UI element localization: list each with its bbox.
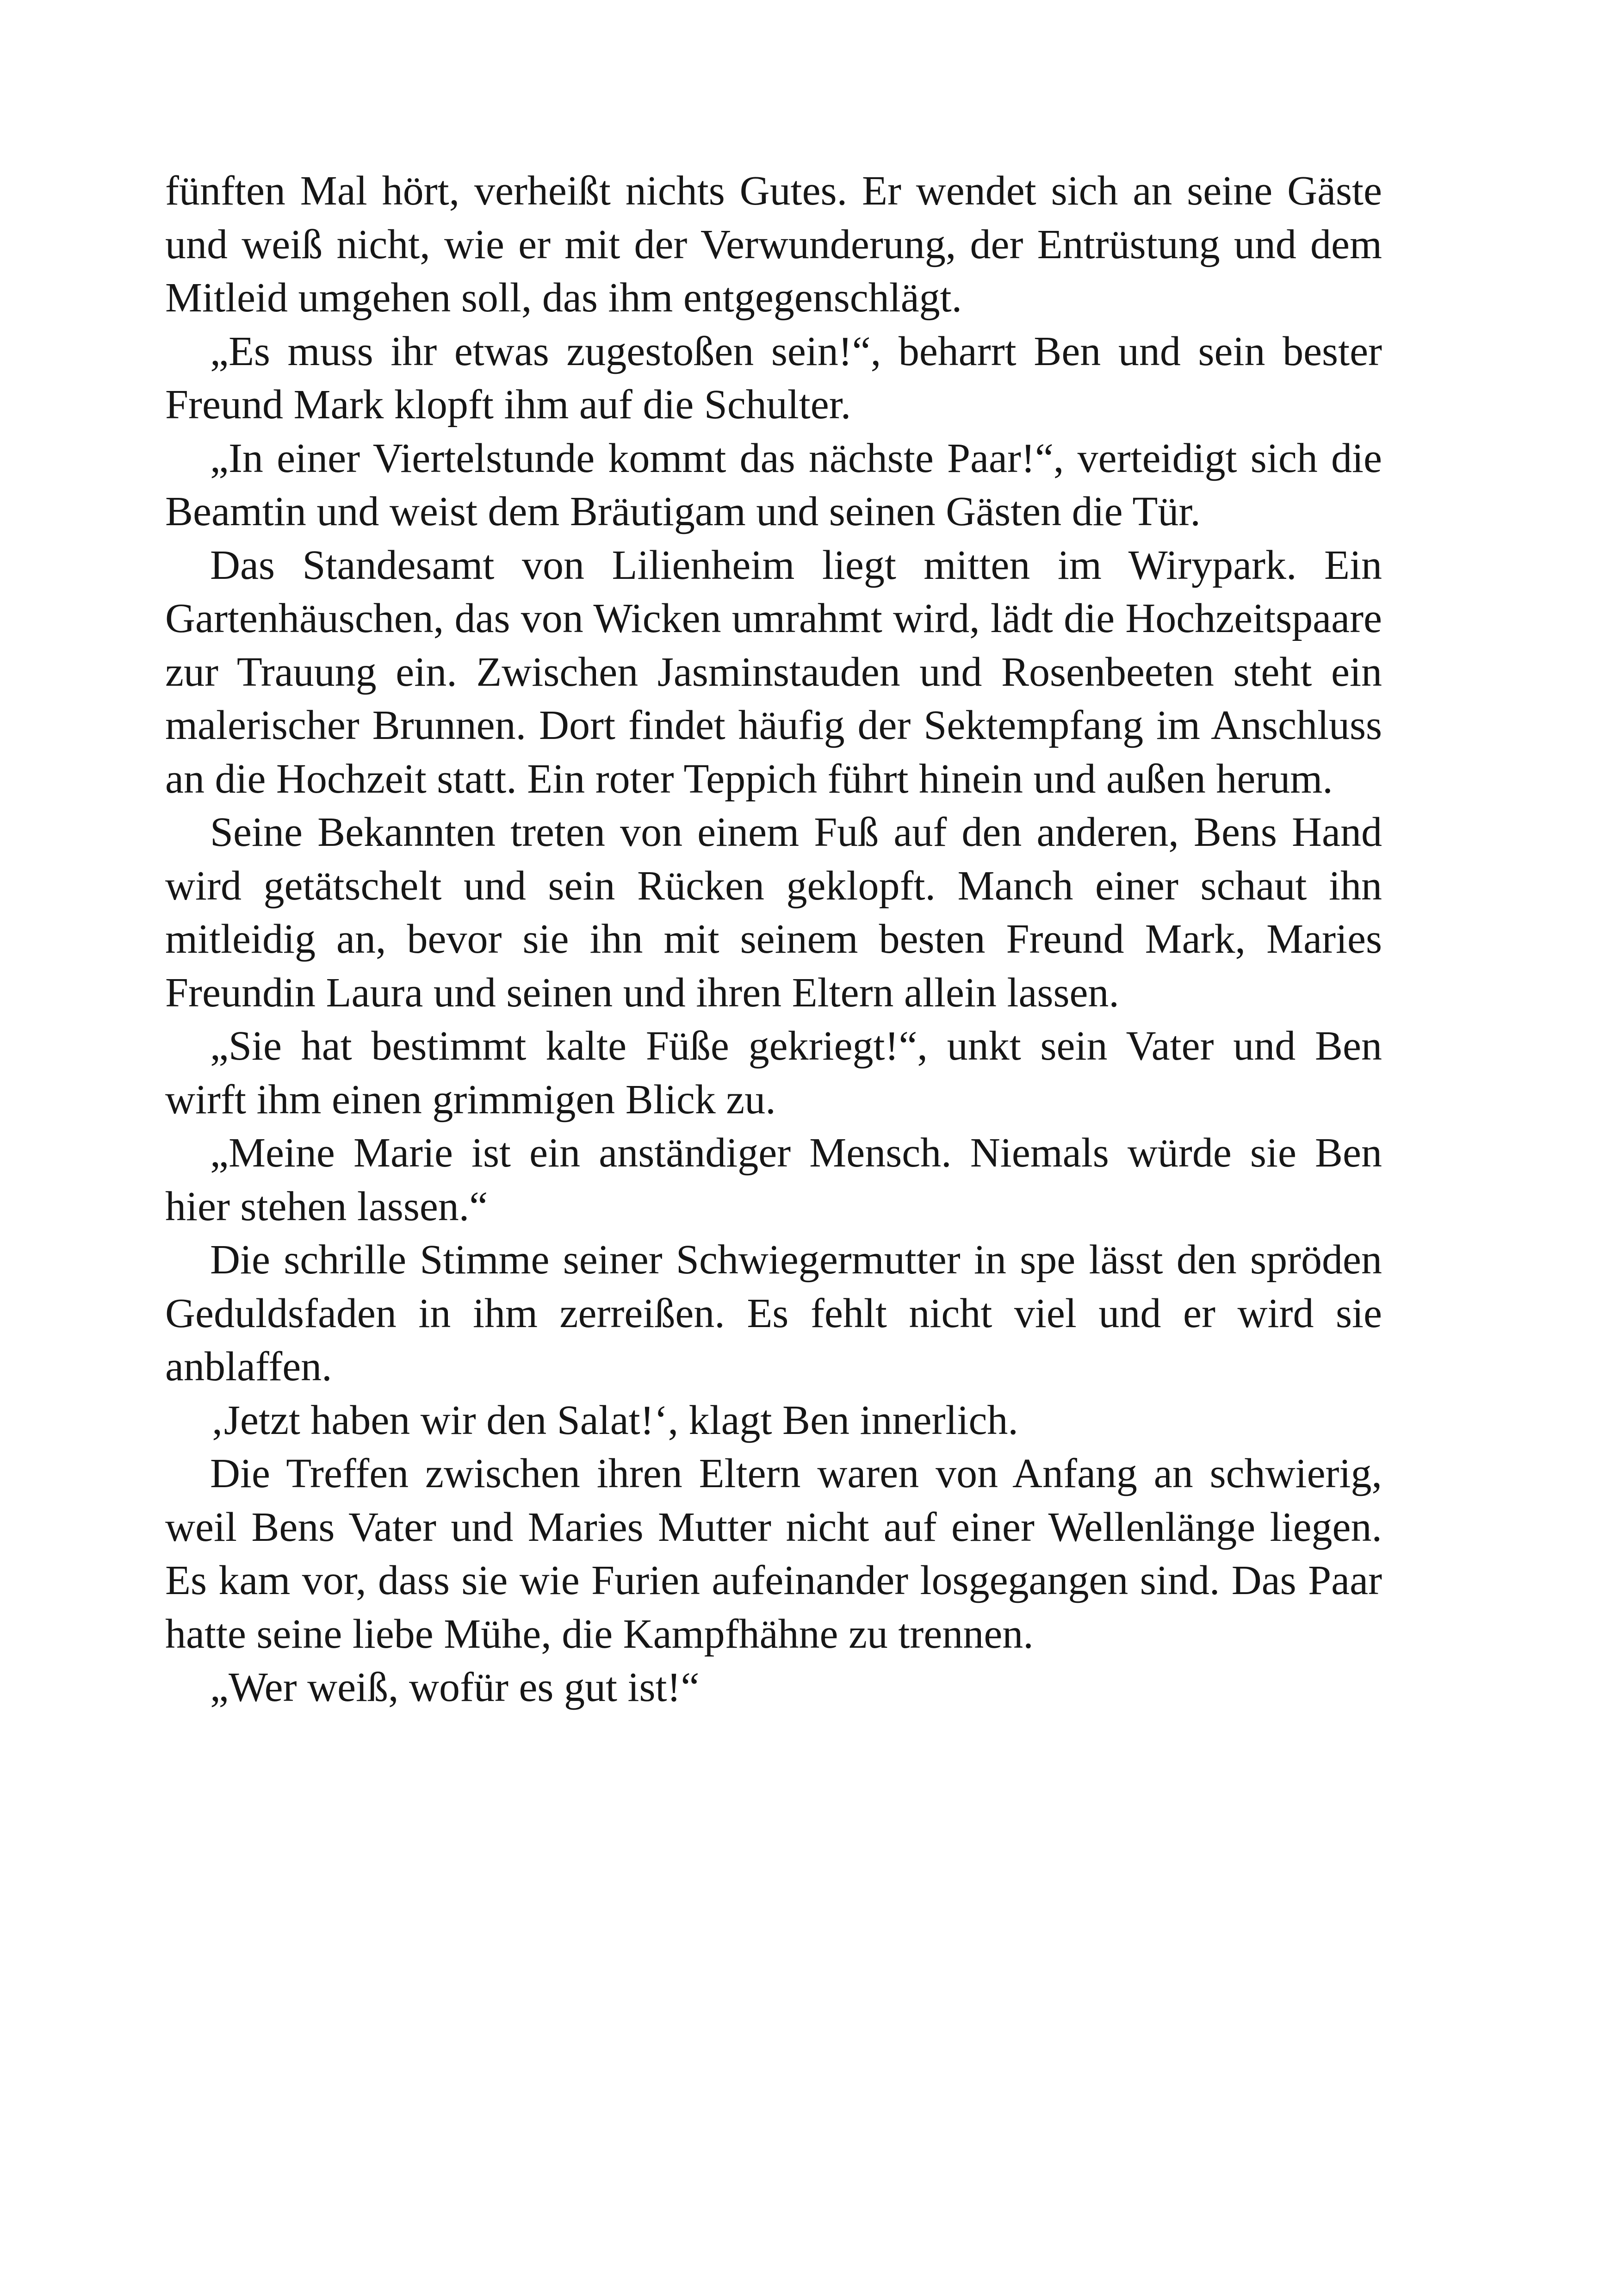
book-page [165, 164, 1382, 1714]
paragraph-dialogue-mutter: „Meine Marie ist ein anständiger Mensch. Niemals würde sie Ben hier stehen lassen.“ [165, 1130, 1382, 1229]
paragraph-dialogue-vater: „Sie hat bestimmt kalte Füße gekriegt!“, unkt sein Vater und Ben wirft ihm einen grimmigen Blick zu. [165, 1023, 1382, 1123]
paragraph-treffen: Die Treffen zwischen ihren Eltern waren von Anfang an schwierig, weil Bens Vater und Maries Mutter nicht auf einer Wellenlänge liegen. Es kam vor, dass sie wie Furien aufeinander losgegangen sind. Das Paar hatte seine liebe Mühe, die Kampfhähne zu trennen. [165, 1451, 1382, 1657]
paragraph-dialogue-beamtin: „In einer Viertelstunde kommt das nächste Paar!“, verteidigt sich die Beamtin und weist dem Bräutigam und seinen Gästen die Tür. [165, 435, 1382, 534]
paragraph-bekannten: Seine Bekannten treten von einem Fuß auf den anderen, Bens Hand wird getätschelt und sein Rücken geklopft. Manch einer schaut ihn mitleidig an, bevor sie ihn mit seinem besten Freund Mark, Maries Freundin Laura und seinen und ihren Eltern allein lassen. [165, 809, 1382, 1016]
paragraph-dialogue-ben: „Es muss ihr etwas zugestoßen sein!“, beharrt Ben und sein bester Freund Mark klopft ihm auf die Schulter. [165, 328, 1382, 428]
paragraph-dialogue-final: „Wer weiß, wofür es gut ist!“ [210, 1664, 700, 1710]
paragraph-continuation: fünften Mal hört, verheißt nichts Gutes. Er wendet sich an seine Gäste und weiß nicht, wie er mit der Verwunderung, der Entrüstung und dem Mitleid umgehen soll, das ihm entgegenschlägt. [165, 168, 1382, 321]
paragraph-thought-ben: ‚Jetzt haben wir den Salat!‘, klagt Ben innerlich. [210, 1397, 1018, 1443]
paragraph-schwiegermutter: Die schrille Stimme seiner Schwiegermutter in spe lässt den spröden Geduldsfaden in ihm zerreißen. Es fehlt nicht viel und er wird sie anblaffen. [165, 1237, 1382, 1390]
paragraph-standesamt: Das Standesamt von Lilienheim liegt mitten im Wirypark. Ein Gartenhäuschen, das von Wicken umrahmt wird, lädt die Hochzeitspaare zur Trauung ein. Zwischen Jasminstauden und Rosenbeeten steht ein malerischer Brunnen. Dort findet häufig der Sektempfang im Anschluss an die Hochzeit statt. Ein roter Teppich führt hinein und außen herum. [165, 542, 1382, 802]
